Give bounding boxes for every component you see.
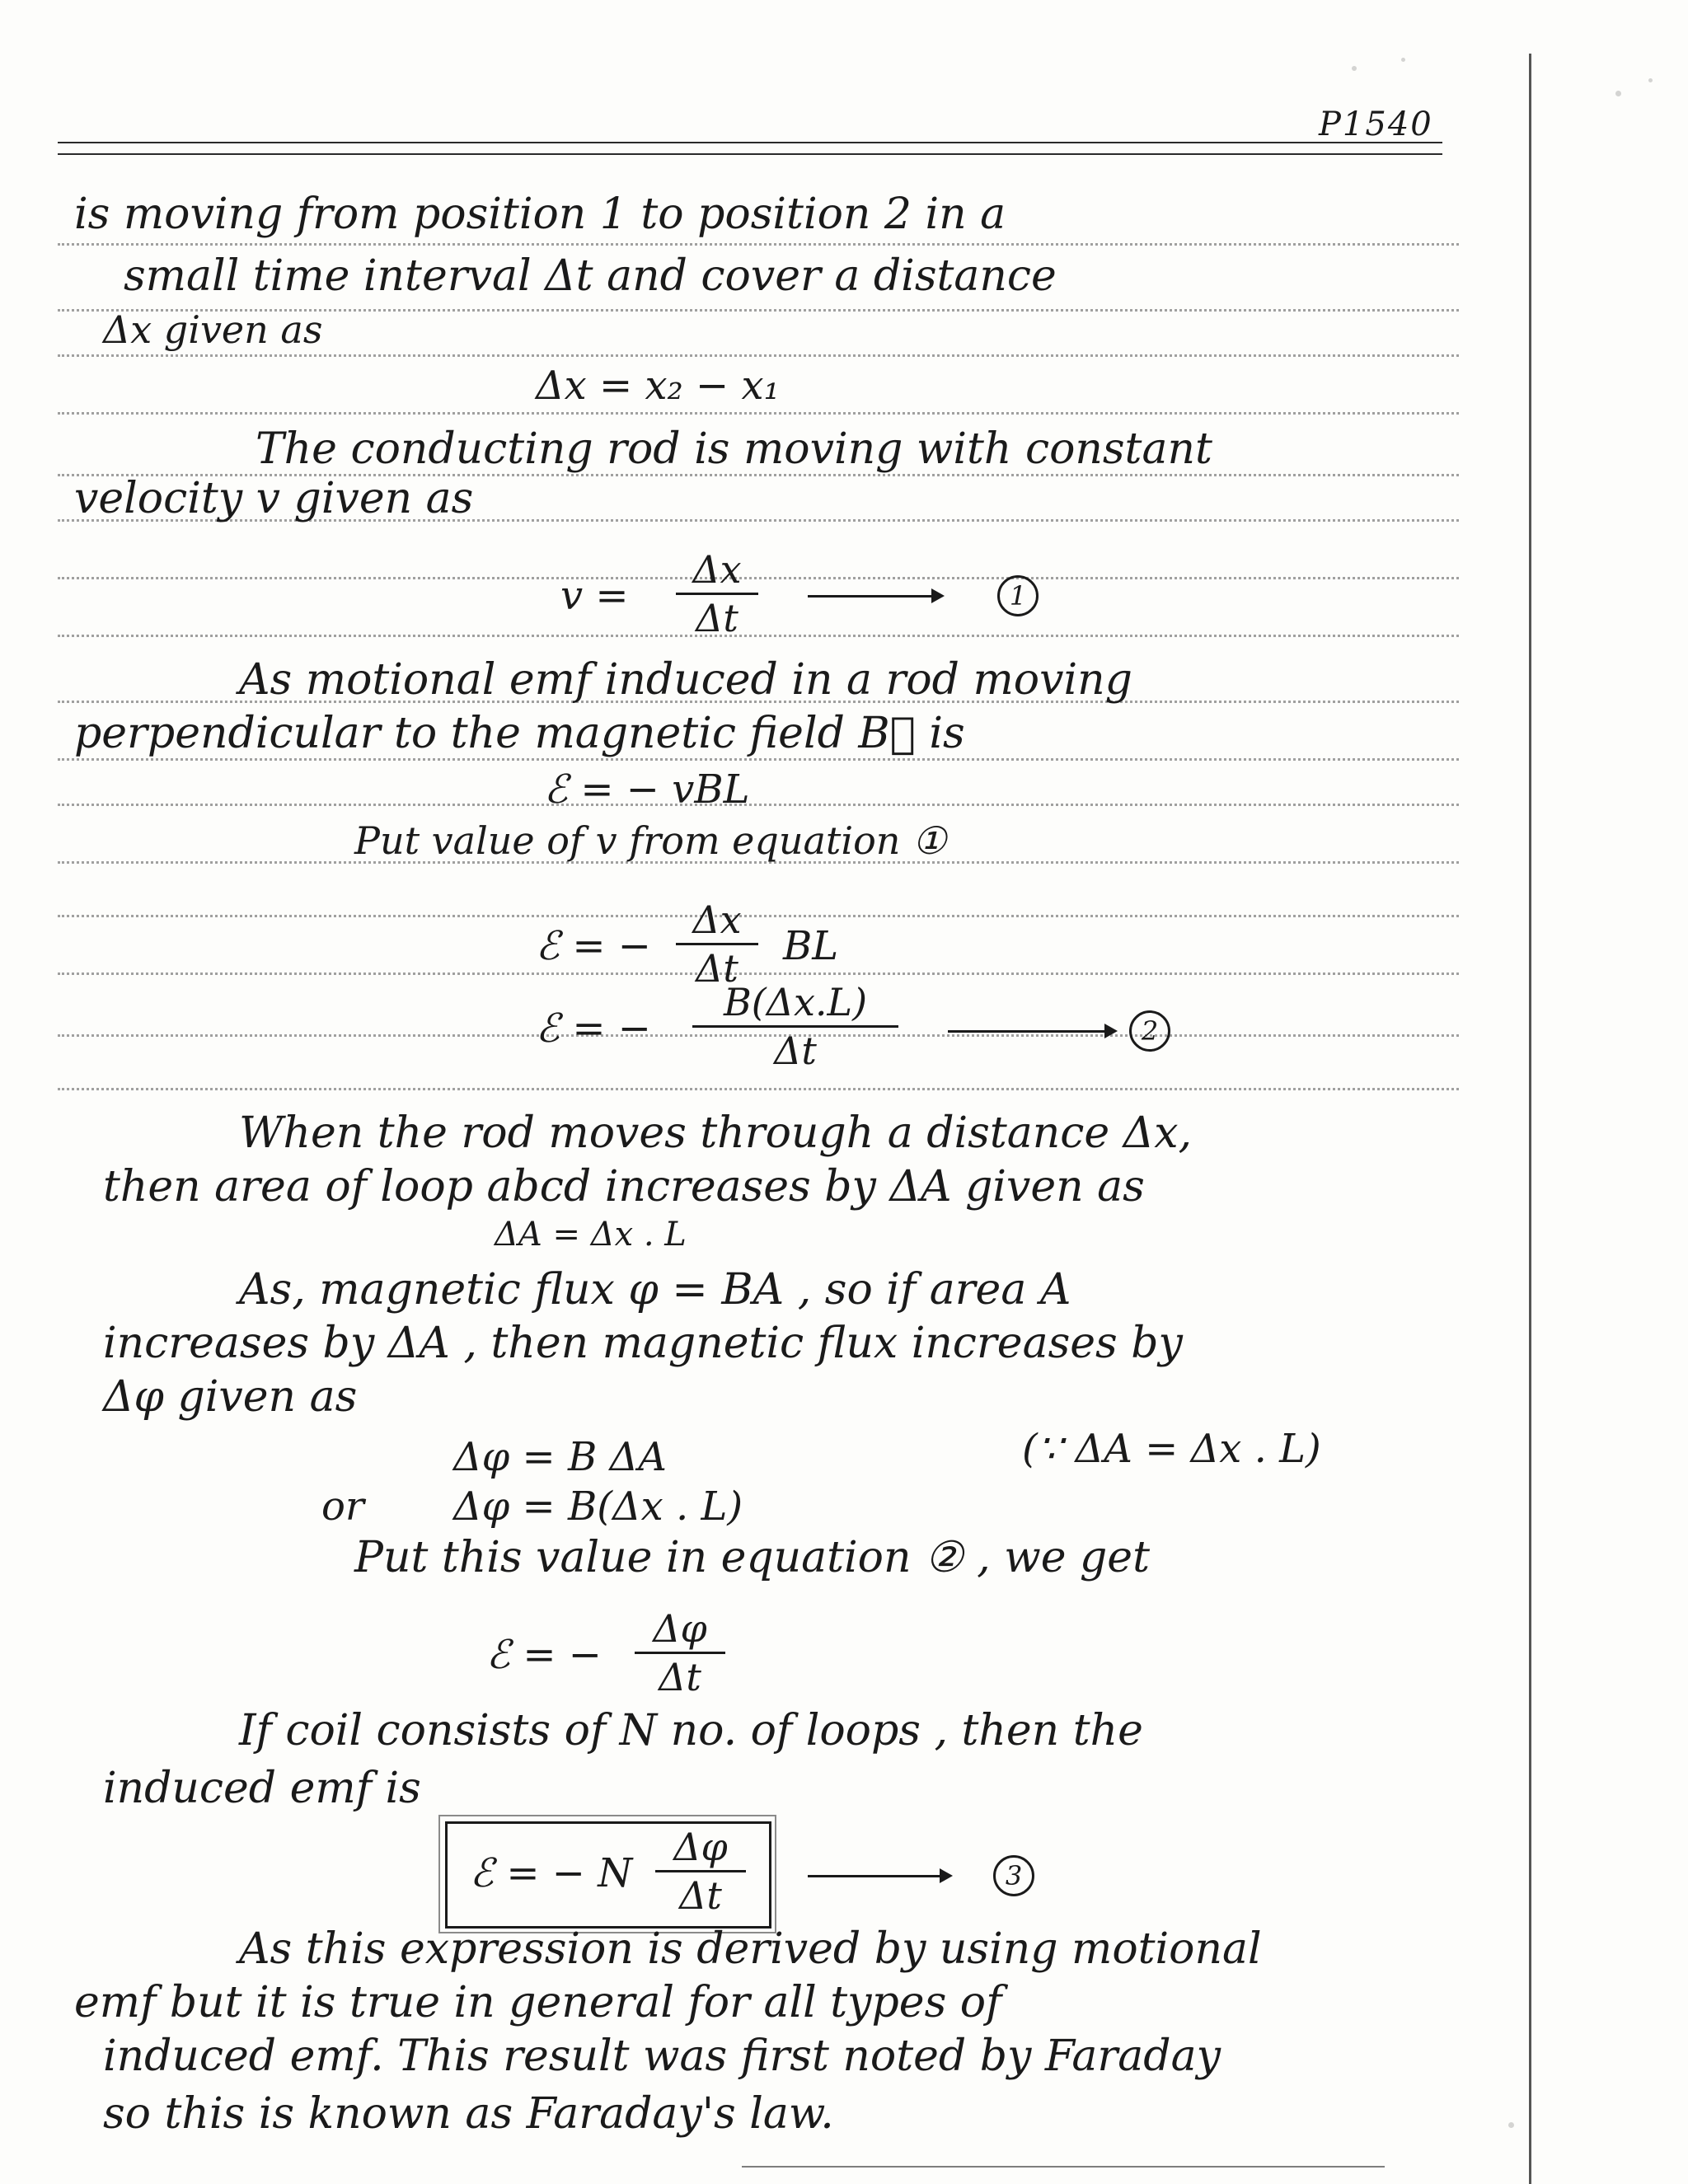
text-line: velocity v given as	[74, 474, 474, 523]
equation-dphi2: Δφ = B(Δx . L)	[453, 1483, 743, 1530]
text-line: As motional emf induced in a rod moving	[239, 655, 1132, 705]
header-rule	[58, 142, 1442, 143]
equation-dA: ΔA = Δx . L	[495, 1216, 687, 1254]
equation-emf2-rhs: BL	[783, 923, 839, 969]
arrow-icon	[948, 1030, 1113, 1033]
ruled-line	[58, 243, 1459, 246]
equation-dphi1-note: (∵ ΔA = Δx . L)	[1022, 1426, 1321, 1472]
ruled-line	[58, 915, 1459, 917]
scan-speck	[1648, 78, 1653, 82]
fraction-denominator: Δt	[696, 596, 738, 640]
text-line: induced emf. This result was first noted by Faraday	[103, 2032, 1221, 2081]
header-rule	[58, 153, 1442, 155]
fraction-bar	[676, 943, 758, 945]
fraction-emf3	[692, 981, 898, 1072]
fraction-faraday	[655, 1825, 746, 1917]
text-line: Put value of v from equation ①	[354, 818, 947, 863]
fraction-emf4	[635, 1607, 725, 1699]
equation-v-lhs: v =	[560, 573, 629, 619]
fraction-numerator: Δx	[692, 547, 742, 592]
fraction-denominator: Δt	[659, 1655, 701, 1699]
equation-emf2-lhs: ℰ = −	[536, 923, 652, 969]
fraction-bar	[692, 1025, 898, 1028]
fraction-numerator: Δφ	[673, 1825, 728, 1869]
equation-emf3-lhs: ℰ = −	[536, 1005, 652, 1052]
text-line: The conducting rod is moving with constant	[256, 424, 1212, 474]
page-number: P1540	[1319, 105, 1433, 143]
arrow-icon	[808, 595, 940, 598]
fraction-denominator: Δt	[774, 1029, 817, 1073]
fraction-bar	[676, 593, 758, 595]
text-line: perpendicular to the magnetic field B⃗ is	[74, 709, 965, 758]
equation-dphi1: Δφ = B ΔA	[453, 1434, 667, 1480]
text-line: so this is known as Faraday's law.	[103, 2089, 834, 2139]
fraction-numerator: Δx	[692, 898, 742, 942]
scan-speck	[1615, 91, 1621, 96]
arrow-icon	[808, 1875, 948, 1877]
scan-speck	[1508, 2122, 1514, 2128]
text-line: increases by ΔA , then magnetic flux increases by	[103, 1319, 1183, 1368]
text-line: As this expression is derived by using motional	[239, 1924, 1262, 1974]
equation-emf4-lhs: ℰ = −	[486, 1632, 603, 1678]
fraction-v	[676, 548, 758, 640]
ruled-line	[58, 354, 1459, 357]
equation-tag: 1	[997, 575, 1039, 616]
fraction-bar	[655, 1870, 746, 1872]
text-line: Δx given as	[103, 307, 323, 352]
fraction-denominator: Δt	[696, 946, 738, 991]
ruled-line	[58, 758, 1459, 761]
text-line: then area of loop abcd increases by ΔA given as	[103, 1162, 1145, 1212]
equation-tag: 3	[993, 1855, 1034, 1896]
or-label: or	[321, 1483, 364, 1530]
fraction-denominator: Δt	[679, 1873, 722, 1918]
text-line: When the rod moves through a distance Δx,	[239, 1108, 1193, 1158]
text-line: small time interval Δt and cover a distance	[124, 251, 1057, 301]
fraction-numerator: Δφ	[653, 1606, 707, 1651]
fraction-emf2	[676, 898, 758, 990]
ruled-line	[58, 804, 1459, 806]
ruled-line	[58, 412, 1459, 415]
equation-dx: Δx = x₂ − x₁	[536, 363, 780, 409]
text-line: As, magnetic flux φ = BA , so if area A	[239, 1265, 1071, 1315]
scan-speck	[1352, 66, 1357, 71]
page-margin-line	[1529, 54, 1531, 2184]
bottom-cropped-rule	[742, 2166, 1385, 2168]
scan-speck	[1401, 58, 1405, 62]
text-line: is moving from position 1 to position 2 in a	[74, 190, 1006, 239]
ruled-line	[58, 635, 1459, 637]
text-line: induced emf is	[103, 1764, 421, 1813]
equation-faraday-lhs: ℰ = − N	[470, 1850, 633, 1896]
text-line: If coil consists of N no. of loops , then the	[239, 1706, 1143, 1755]
ruled-line	[58, 972, 1459, 975]
ruled-line	[58, 1088, 1459, 1090]
fraction-numerator: B(Δx.L)	[723, 980, 868, 1024]
text-line: Δφ given as	[103, 1372, 358, 1422]
equation-emf1: ℰ = − vBL	[544, 766, 750, 813]
equation-tag: 2	[1129, 1010, 1170, 1052]
text-line: emf but it is true in general for all types of	[74, 1978, 1002, 2027]
text-line: Put this value in equation ② , we get	[354, 1533, 1150, 1582]
ruled-line	[58, 577, 1459, 579]
fraction-bar	[635, 1652, 725, 1654]
